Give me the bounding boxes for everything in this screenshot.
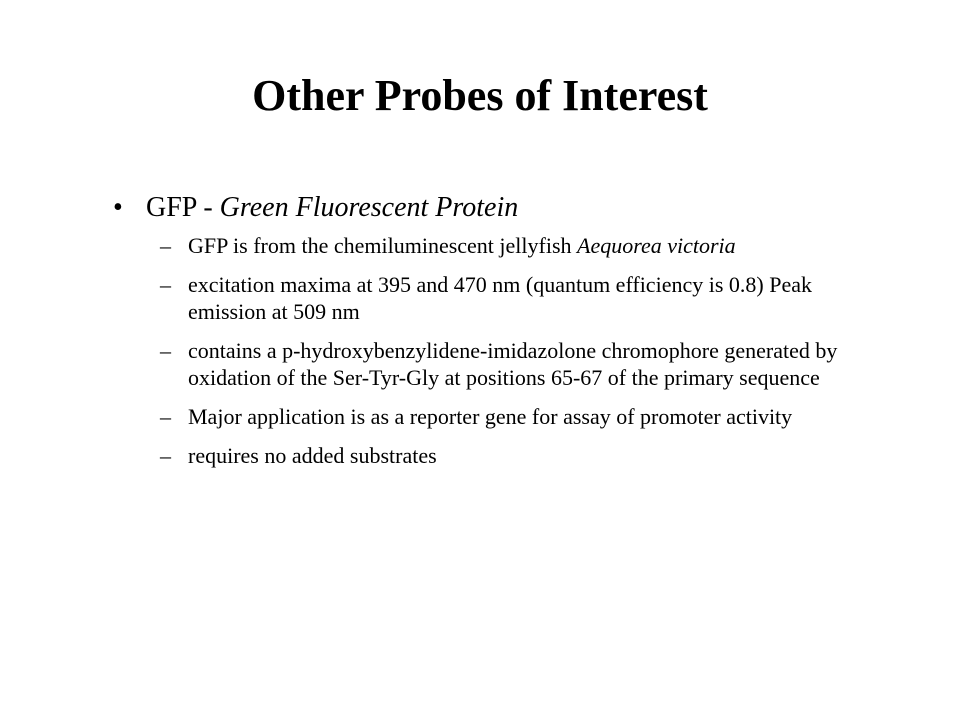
sub-bullet-text — [188, 232, 840, 259]
sub-bullet-text: contains a p-hydroxybenzylidene-imidazolone chromophore generated by oxidation of the Ser-Tyr-Gly at positions 65-67 of the primary sequence — [188, 338, 838, 390]
sub-bullet-list — [160, 232, 840, 481]
sub-bullet-dash: – — [160, 233, 171, 258]
sub-bullet-item — [160, 403, 840, 430]
bullet-lead-italic: Green Fluorescent Protein — [219, 192, 519, 223]
sub-bullet-item — [160, 232, 840, 259]
sub-bullet-dash: – — [160, 404, 171, 429]
sub-bullet-dash: – — [160, 338, 171, 363]
slide-title: Other Probes of Interest — [252, 71, 708, 120]
sub-bullet-item — [160, 271, 840, 325]
sub-bullet-dash: – — [160, 272, 171, 297]
sub-bullet-item — [160, 337, 840, 391]
sub-bullet-text: excitation maxima at 395 and 470 nm (quantum efficiency is 0.8) Peak emission at 509 nm — [188, 272, 812, 324]
sub-bullet-text: Major application is as a reporter gene for assay of promoter activity — [188, 404, 793, 429]
sub-bullet-dash: – — [160, 443, 171, 468]
bullet-marker: • — [113, 192, 123, 223]
bullet-text — [146, 188, 518, 228]
sub-bullet-text-plain: GFP is from the chemiluminescent jellyfish — [188, 233, 578, 258]
sub-bullet-item — [160, 442, 840, 469]
bullet-lead: GFP - — [146, 192, 220, 223]
sub-bullet-text-italic: Aequorea victoria — [577, 233, 736, 258]
sub-bullet-text: requires no added substrates — [188, 443, 437, 468]
